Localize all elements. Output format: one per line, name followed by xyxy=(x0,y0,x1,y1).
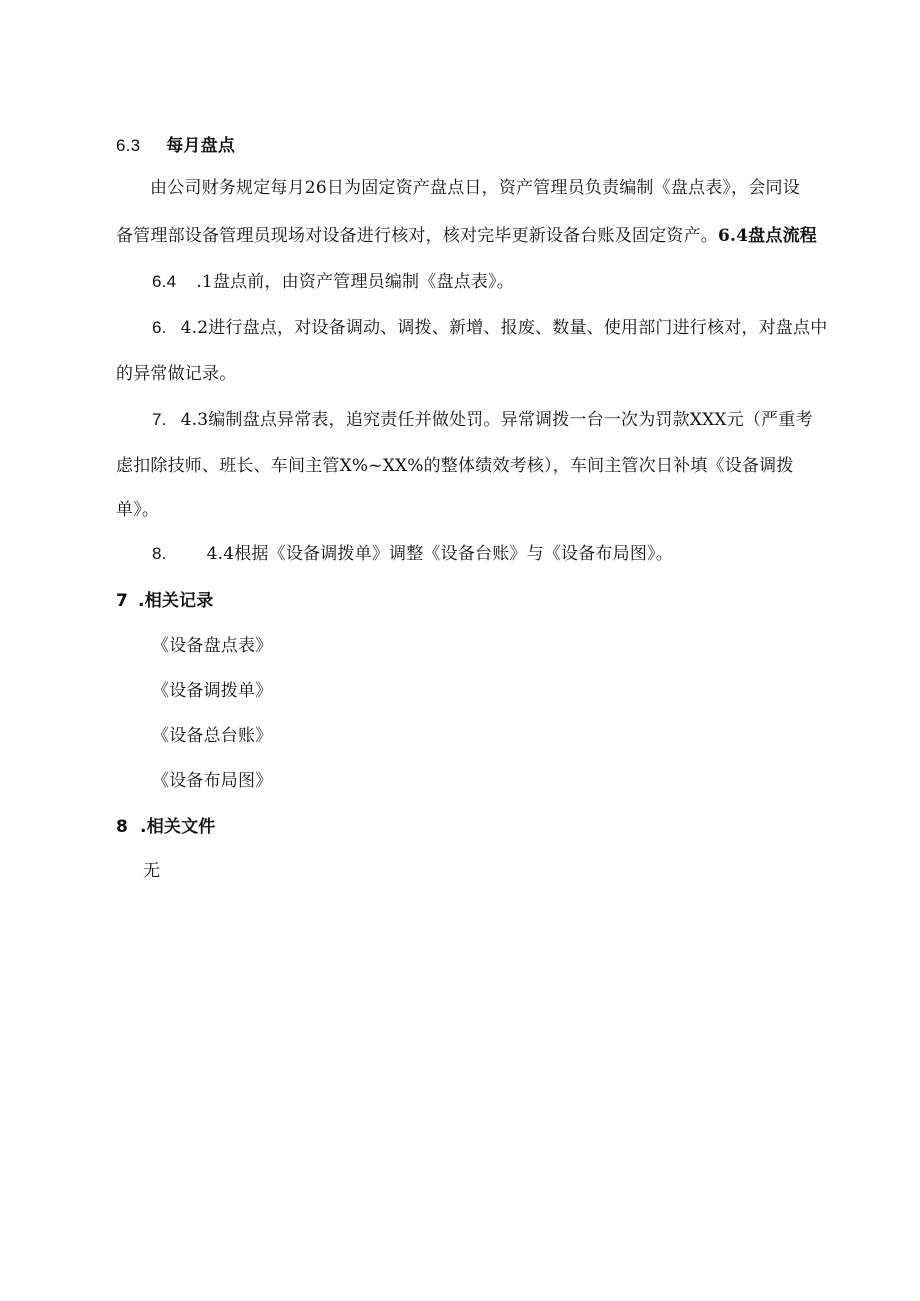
item-2-line2: 的异常做记录。 xyxy=(116,364,237,384)
section-6-3-number: 6.3 xyxy=(116,136,141,155)
record-item: 《设备总台账》 xyxy=(152,726,273,746)
item-1-number: 6.4 xyxy=(152,272,177,291)
section-6-3-heading xyxy=(116,134,235,158)
record-item: 《设备盘点表》 xyxy=(152,636,273,656)
section-8-title: .相关文件 xyxy=(140,817,216,837)
record-item: 《设备调拨单》 xyxy=(152,681,273,701)
para-6-3-line2 xyxy=(116,224,817,248)
item-4 xyxy=(152,542,673,566)
item-2-number: 6. xyxy=(152,318,167,337)
section-8-heading xyxy=(116,815,216,839)
section-7-number: 7 xyxy=(116,591,129,611)
item-4-number: 8. xyxy=(152,544,167,563)
item-3-number: 7. xyxy=(152,410,167,429)
item-4-text: 4.4根据《设备调拨单》调整《设备台账》与《设备布局图》。 xyxy=(206,544,673,564)
record-item: 《设备布局图》 xyxy=(152,771,273,791)
section-6-4-heading: 6.4盘点流程 xyxy=(718,226,817,246)
item-1-text: .1盘点前，由资产管理员编制《盘点表》。 xyxy=(196,272,514,292)
section-8-number: 8 xyxy=(116,817,129,837)
item-3-line2: 虑扣除技师、班长、车间主管X%~XX%的整体绩效考核），车间主管次日补填《设备调拨 xyxy=(116,456,794,476)
section-8-content: 无 xyxy=(143,861,161,881)
item-3-line3: 单》。 xyxy=(116,500,160,520)
item-2-line1 xyxy=(152,316,827,340)
section-7-heading xyxy=(116,589,214,613)
para-6-3-line1: 由公司财务规定每月26日为固定资产盘点日，资产管理员负责编制《盘点表》，会同设 xyxy=(150,178,800,198)
section-7-title: .相关记录 xyxy=(138,591,214,611)
item-1 xyxy=(152,270,514,294)
para-6-3-line2-text: 备管理部设备管理员现场对设备进行核对，核对完毕更新设备台账及固定资产。 xyxy=(116,226,718,246)
item-3-line1 xyxy=(152,408,813,432)
item-2-text-line1: 4.2进行盘点，对设备调动、调拨、新增、报废、数量、使用部门进行核对，对盘点中 xyxy=(180,318,828,338)
section-6-3-title: 每月盘点 xyxy=(166,136,236,156)
item-3-text-line1: 4.3编制盘点异常表，追究责任并做处罚。异常调拨一台一次为罚款XXX元（严重考 xyxy=(180,410,813,430)
